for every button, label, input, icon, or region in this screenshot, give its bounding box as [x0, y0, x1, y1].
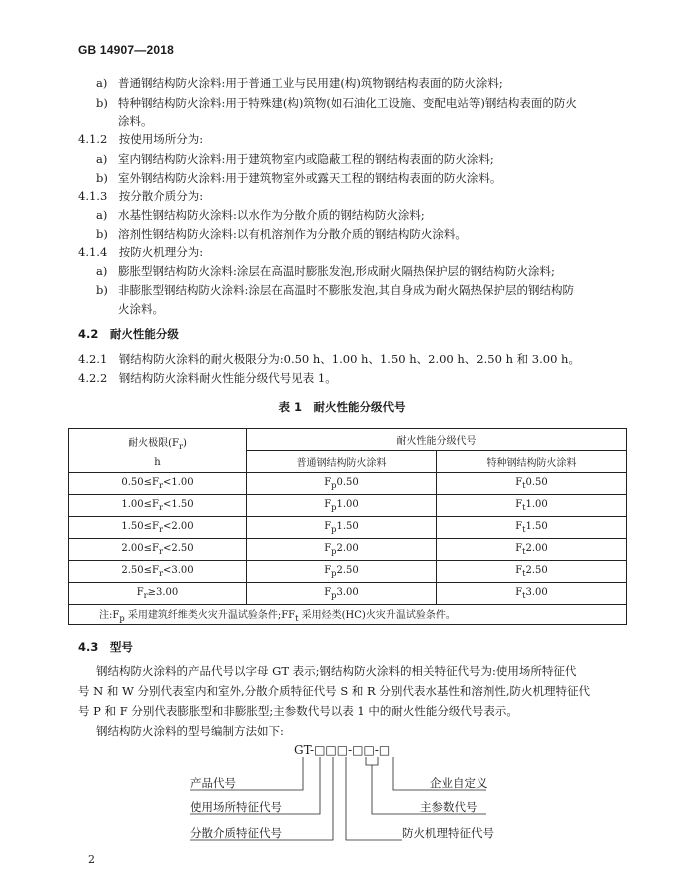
clause-4-2-2: 4.2.2 钢结构防火涂料耐火性能分级代号见表 1。 — [78, 371, 337, 385]
method-intro: 钢结构防火涂料的型号编制方法如下: — [96, 724, 284, 738]
header-normal-coating: 普通钢结构防火涂料 — [247, 451, 437, 473]
table-row: $1.50\le F_r<2.00$ $F_p1.50$ $F_t1.50$ — [69, 517, 627, 539]
list-label: b) — [96, 96, 108, 110]
clause-4-2-1: 4.2.1 钢结构防火涂料的耐火极限分为:0.50 h、1.00 h、1.50 h、2.00 h、2.50 h 和 3.00 h。 — [78, 352, 580, 366]
label-custom-code: 企业自定义 — [430, 776, 488, 790]
table-note: 注$:F_p$ 采用建筑纤维类火灾升温试验条件$;FF_t$ 采用烃类(HC)火灾升温试验条件。 — [69, 605, 627, 625]
list-item-text: 水基性钢结构防火涂料:以水作为分散介质的钢结构防火涂料; — [118, 208, 425, 222]
label-main-param-code: 主参数代号 — [420, 800, 478, 814]
header-fire-limit: 耐火极限$(F_r)$ h — [69, 429, 247, 473]
table-row: $2.50\le F_r<3.00$ $F_p2.50$ $F_t2.50$ — [69, 561, 627, 583]
list-item-text: 室内钢结构防火涂料:用于建筑物室内或隐蔽工程的钢结构表面的防火涂料; — [118, 152, 494, 166]
model-code-pattern: GT-□□□-□□-□ — [294, 743, 391, 757]
list-item-text: 溶剂性钢结构防火涂料:以有机溶剂作为分散介质的钢结构防火涂料。 — [118, 227, 467, 241]
list-item-text: 特种钢结构防火涂料:用于特殊建(构)筑物(如石油化工设施、变配电站等)钢结构表面的防火 — [118, 96, 577, 110]
list-item-text: 非膨胀型钢结构防火涂料:涂层在高温时不膨胀发泡,其自身成为耐火隔热保护层的钢结构防 — [118, 283, 575, 297]
section-heading-4-2: 4.2 耐火性能分级 — [78, 327, 179, 341]
list-label: b) — [96, 171, 108, 185]
list-label: b) — [96, 283, 108, 297]
paragraph-line: 号 N 和 W 分别代表室内和室外,分散介质特征代号 S 和 R 分别代表水基性和溶剂性,防火机理特征代 — [78, 684, 590, 698]
list-label: a) — [96, 76, 108, 90]
list-label: b) — [96, 227, 108, 241]
list-label: a) — [96, 264, 108, 278]
page-number: 2 — [88, 853, 95, 866]
header-rating-code: 耐火性能分级代号 — [247, 429, 627, 451]
table-row: $1.00\le F_r<1.50$ $F_p1.00$ $F_t1.00$ — [69, 495, 627, 517]
label-place-code: 使用场所特征代号 — [190, 800, 282, 814]
clause-heading-4-1-4: 4.1.4 按防火机理分为: — [78, 245, 204, 259]
clause-heading-4-1-3: 4.1.3 按分散介质分为: — [78, 189, 204, 203]
paragraph-line: 钢结构防火涂料的产品代号以字母 GT 表示;钢结构防火涂料的相关特征代号为:使用场所特征代 — [96, 664, 577, 678]
header-special-coating: 特种钢结构防火涂料 — [437, 451, 627, 473]
table-row: $2.00\le F_r<2.50$ $F_p2.00$ $F_t2.00$ — [69, 539, 627, 561]
fire-resistance-table — [68, 428, 627, 625]
label-product-code: 产品代号 — [190, 776, 236, 790]
list-item-text: 室外钢结构防火涂料:用于建筑物室外或露天工程的钢结构表面的防火涂料。 — [118, 171, 502, 185]
table-caption: 表 1 耐火性能分级代号 — [278, 400, 406, 414]
table-row: $F_r\ge 3.00$ $F_p3.00$ $F_t3.00$ — [69, 583, 627, 605]
list-item-continuation: 火涂料。 — [118, 302, 164, 316]
label-medium-code: 分散介质特征代号 — [190, 826, 282, 840]
label-mechanism-code: 防火机理特征代号 — [402, 826, 494, 840]
table-row: $0.50\le F_r<1.00$ $F_p0.50$ $F_t0.50$ — [69, 473, 627, 495]
clause-heading-4-1-2: 4.1.2 按使用场所分为: — [78, 132, 204, 146]
list-label: a) — [96, 208, 108, 222]
standard-code-header: GB 14907—2018 — [78, 43, 174, 57]
section-heading-4-3: 4.3 型号 — [78, 640, 133, 654]
list-item-text: 膨胀型钢结构防火涂料:涂层在高温时膨胀发泡,形成耐火隔热保护层的钢结构防火涂料; — [118, 264, 555, 278]
list-item-continuation: 涂料。 — [118, 114, 153, 128]
paragraph-line: 号 P 和 F 分别代表膨胀型和非膨胀型;主参数代号以表 1 中的耐火性能分级代号表示。 — [78, 704, 518, 718]
list-label: a) — [96, 152, 108, 166]
list-item-text: 普通钢结构防火涂料:用于普通工业与民用建(构)筑物钢结构表面的防火涂料; — [118, 76, 503, 90]
